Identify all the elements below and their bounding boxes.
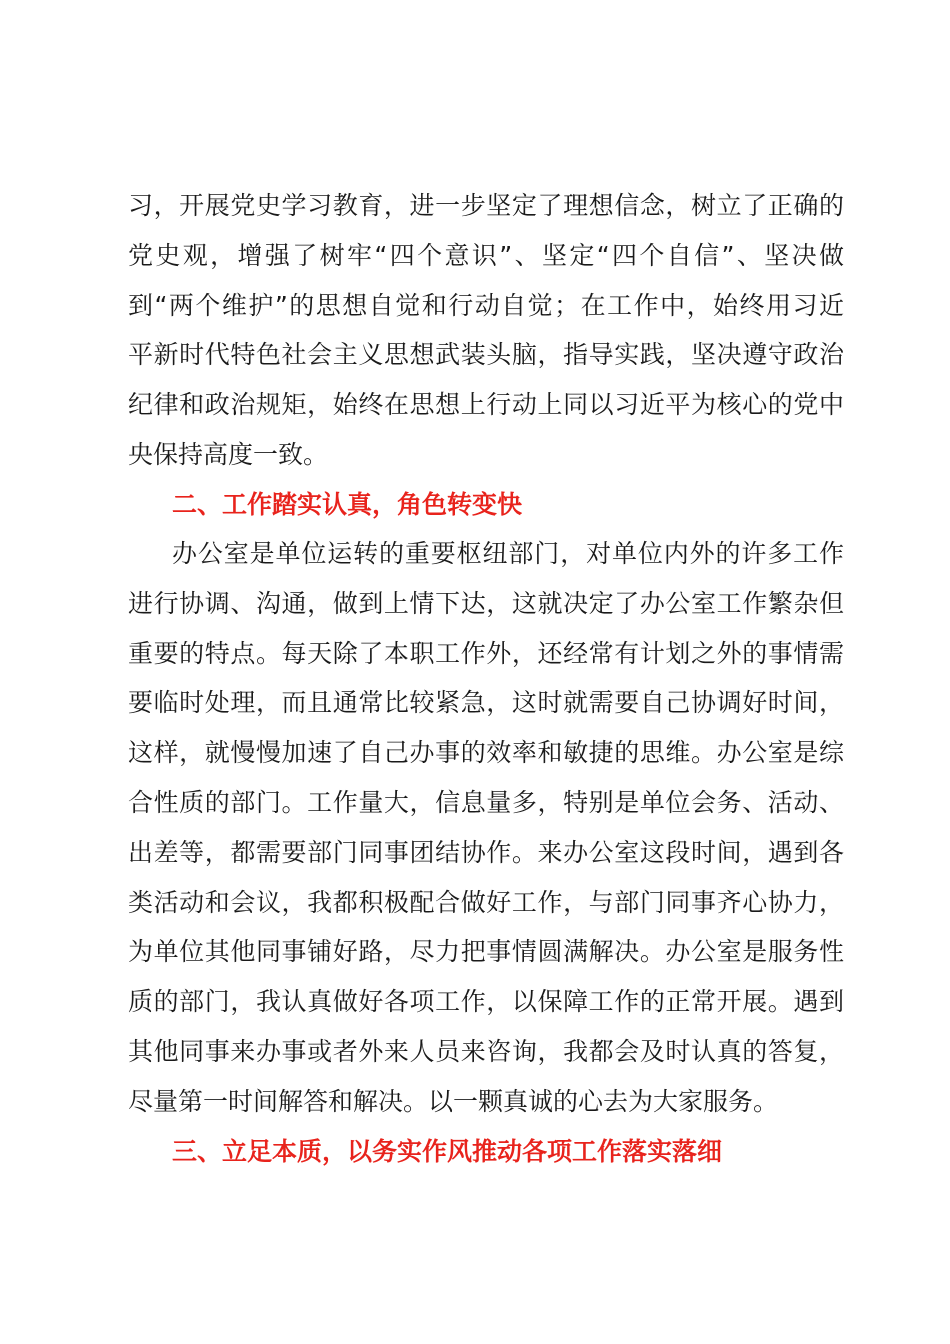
paragraph-line: 到“两个维护”的思想自觉和行动自觉；在工作中，始终用习近	[128, 290, 844, 320]
paragraph-line: 尽量第一时间解答和解决。以一颗真诚的心去为大家服务。	[128, 1086, 779, 1116]
paragraph-line: 为单位其他同事铺好路，尽力把事情圆满解决。办公室是服务性	[128, 937, 844, 967]
paragraph-line: 出差等，都需要部门同事团结协作。来办公室这段时间，遇到各	[128, 837, 844, 867]
paragraph-line: 进行协调、沟通，做到上情下达，这就决定了办公室工作繁杂但	[128, 588, 844, 618]
paragraph-line: 重要的特点。每天除了本职工作外，还经常有计划之外的事情需	[128, 638, 844, 668]
paragraph-line: 其他同事来办事或者外来人员来咨询，我都会及时认真的答复，	[128, 1036, 844, 1066]
paragraph-line: 类活动和会议，我都积极配合做好工作，与部门同事齐心协力，	[128, 887, 844, 917]
paragraph-line: 办公室是单位运转的重要枢纽部门，对单位内外的许多工作	[172, 539, 844, 568]
paragraph-line: 合性质的部门。工作量大，信息量多，特别是单位会务、活动、	[128, 787, 844, 817]
paragraph-line: 党史观，增强了树牢“四个意识”、坚定“四个自信”、坚决做	[128, 240, 844, 270]
section-heading-2: 二、工作踏实认真，角色转变快	[172, 490, 523, 519]
paragraph-line: 平新时代特色社会主义思想武装头脑，指导实践，坚决遵守政治	[128, 340, 844, 370]
paragraph-line: 质的部门，我认真做好各项工作，以保障工作的正常开展。遇到	[128, 987, 844, 1017]
paragraph-line: 习，开展党史学习教育，进一步坚定了理想信念，树立了正确的	[128, 191, 844, 220]
paragraph-line: 纪律和政治规矩，始终在思想上行动上同以习近平为核心的党中	[128, 390, 844, 420]
paragraph-line: 央保持高度一致。	[128, 439, 329, 469]
paragraph-continued	[128, 181, 844, 480]
paragraph-line: 这样，就慢慢加速了自己办事的效率和敏捷的思维。办公室是综	[128, 738, 844, 768]
paragraph-office	[128, 529, 844, 1127]
paragraph-line: 要临时处理，而且通常比较紧急，这时就需要自己协调好时间，	[128, 688, 844, 718]
section-heading-3: 三、立足本质，以务实作风推动各项工作落实落细	[172, 1137, 723, 1166]
